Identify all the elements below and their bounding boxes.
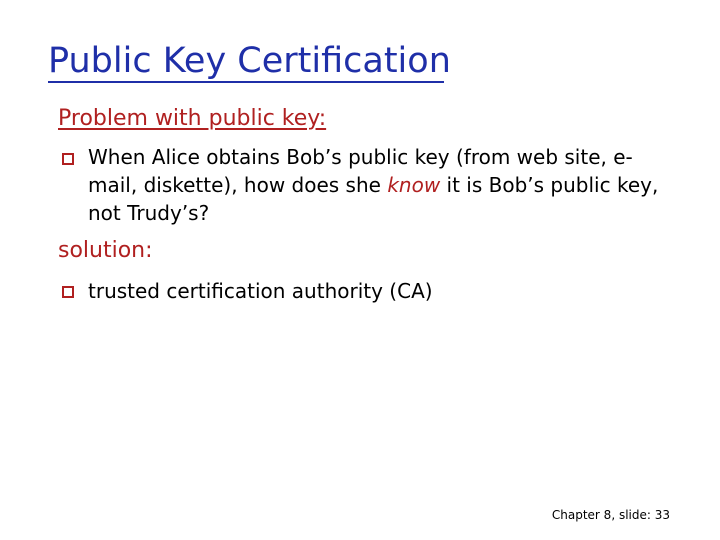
problem-text-after: it is Bob’s public key, not Trudy’s? xyxy=(88,173,659,225)
slide-title: Public Key Certification xyxy=(48,41,451,81)
title-underline xyxy=(48,81,444,83)
problem-heading: Problem with public key: xyxy=(58,106,327,131)
bullet-square-icon xyxy=(62,153,74,165)
problem-bullet-text xyxy=(88,143,678,227)
solution-heading: solution: xyxy=(58,238,153,263)
solution-bullet-text: trusted certification authority (CA) xyxy=(88,279,433,303)
problem-text-before: When Alice obtains Bob’s public key (from web site, e-mail, diskette), how does she xyxy=(88,145,633,197)
slide-footer: Chapter 8, slide: 33 xyxy=(551,508,670,522)
bullet-square-icon xyxy=(62,286,74,298)
problem-text-emphasis: know xyxy=(387,173,441,197)
